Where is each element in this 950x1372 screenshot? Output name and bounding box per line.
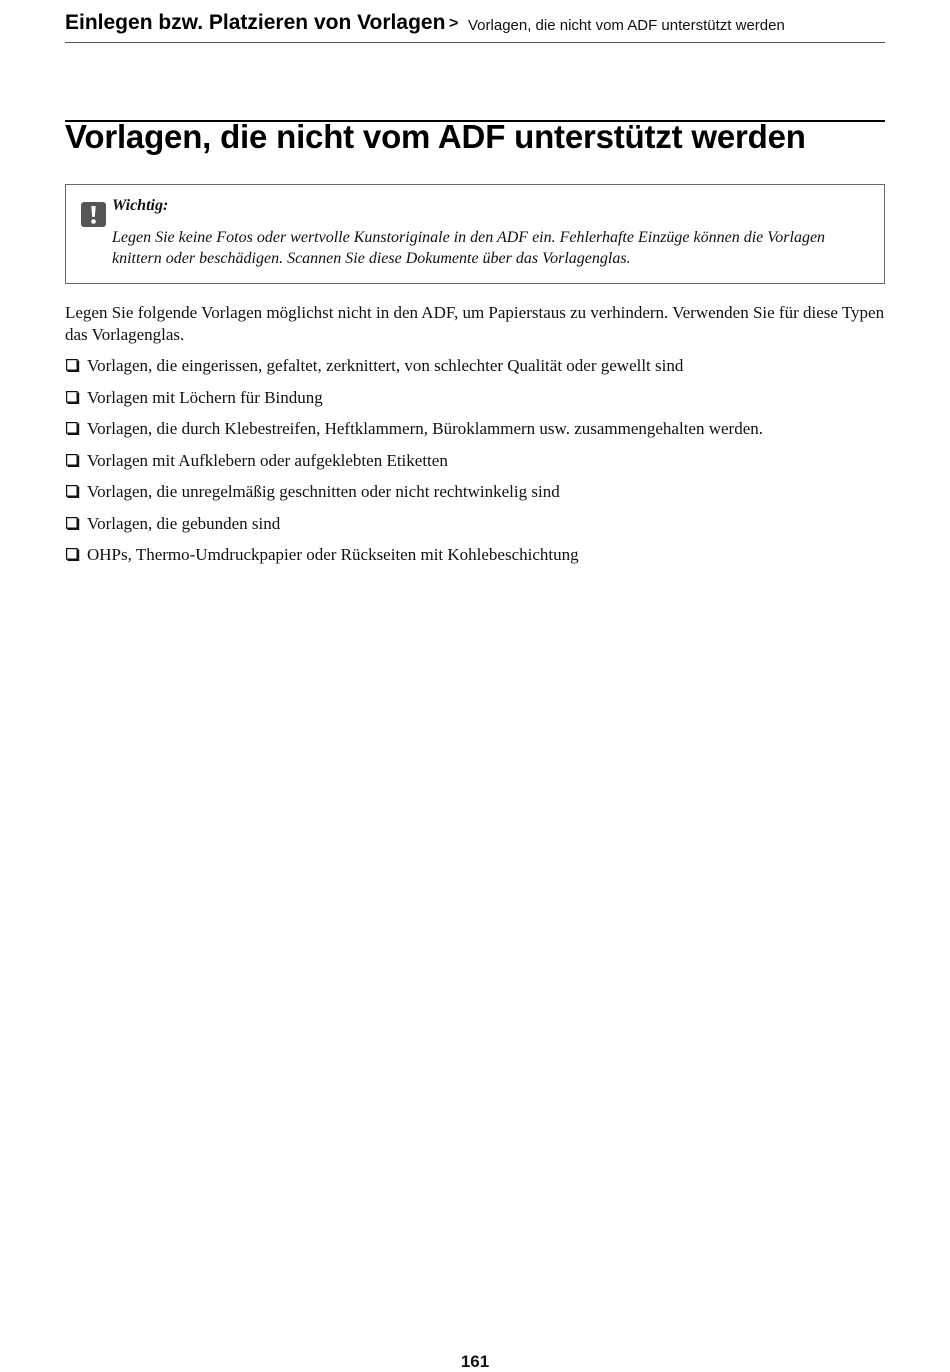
page-title: Vorlagen, die nicht vom ADF unterstützt werden — [65, 118, 806, 155]
important-note-box — [65, 184, 885, 284]
list-item — [65, 481, 885, 513]
breadcrumb-separator: > — [449, 15, 459, 32]
header-current-topic: Vorlagen, die nicht vom ADF unterstützt werden — [468, 17, 785, 34]
list-item — [65, 418, 885, 450]
note-label: Wichtig: — [112, 197, 169, 214]
list-item — [65, 513, 885, 545]
document-type-list — [65, 355, 885, 576]
list-item — [65, 387, 885, 419]
list-item — [65, 544, 885, 576]
list-item-text: Vorlagen mit Löchern für Bindung — [87, 387, 323, 407]
list-item-text: Vorlagen mit Aufklebern oder aufgeklebten Etiketten — [87, 450, 448, 470]
list-item-text: Vorlagen, die gebunden sind — [87, 513, 281, 533]
list-item-text: Vorlagen, die eingerissen, gefaltet, zerknittert, von schlechter Qualität oder gewellt sind — [87, 356, 684, 375]
list-item-text: OHPs, Thermo-Umdruckpapier oder Rückseiten mit Kohlebeschichtung — [87, 545, 579, 564]
checkbox-bullet-icon — [66, 485, 80, 500]
checkbox-bullet-icon — [66, 359, 80, 374]
list-item-text: Vorlagen, die unregelmäßig geschnitten oder nicht rechtwinkelig sind — [87, 482, 560, 501]
intro-paragraph: Legen Sie folgende Vorlagen möglichst nicht in den ADF, um Papierstaus zu verhindern. Verwenden Sie für diese Typen das Vorlagenglas. — [65, 303, 885, 344]
note-text: Legen Sie keine Fotos oder wertvolle Kunstoriginale in den ADF ein. Fehlerhafte Einzüge können die Vorlagen knittern oder beschädigen. Scannen Sie diese Dokumente über das Vorlagenglas. — [112, 229, 826, 267]
checkbox-bullet-icon — [66, 454, 80, 469]
list-item — [65, 355, 885, 387]
list-item — [65, 450, 885, 482]
running-header — [65, 10, 885, 43]
exclamation-icon — [81, 202, 106, 227]
checkbox-bullet-icon — [66, 391, 80, 406]
list-item-text: Vorlagen, die durch Klebestreifen, Heftklammern, Büroklammern usw. zusammengehalten werden. — [87, 419, 763, 438]
checkbox-bullet-icon — [66, 548, 80, 563]
checkbox-bullet-icon — [66, 422, 80, 437]
checkbox-bullet-icon — [66, 517, 80, 532]
header-section-title: Einlegen bzw. Platzieren von Vorlagen — [65, 11, 446, 34]
page-number: 161 — [460, 1352, 490, 1371]
